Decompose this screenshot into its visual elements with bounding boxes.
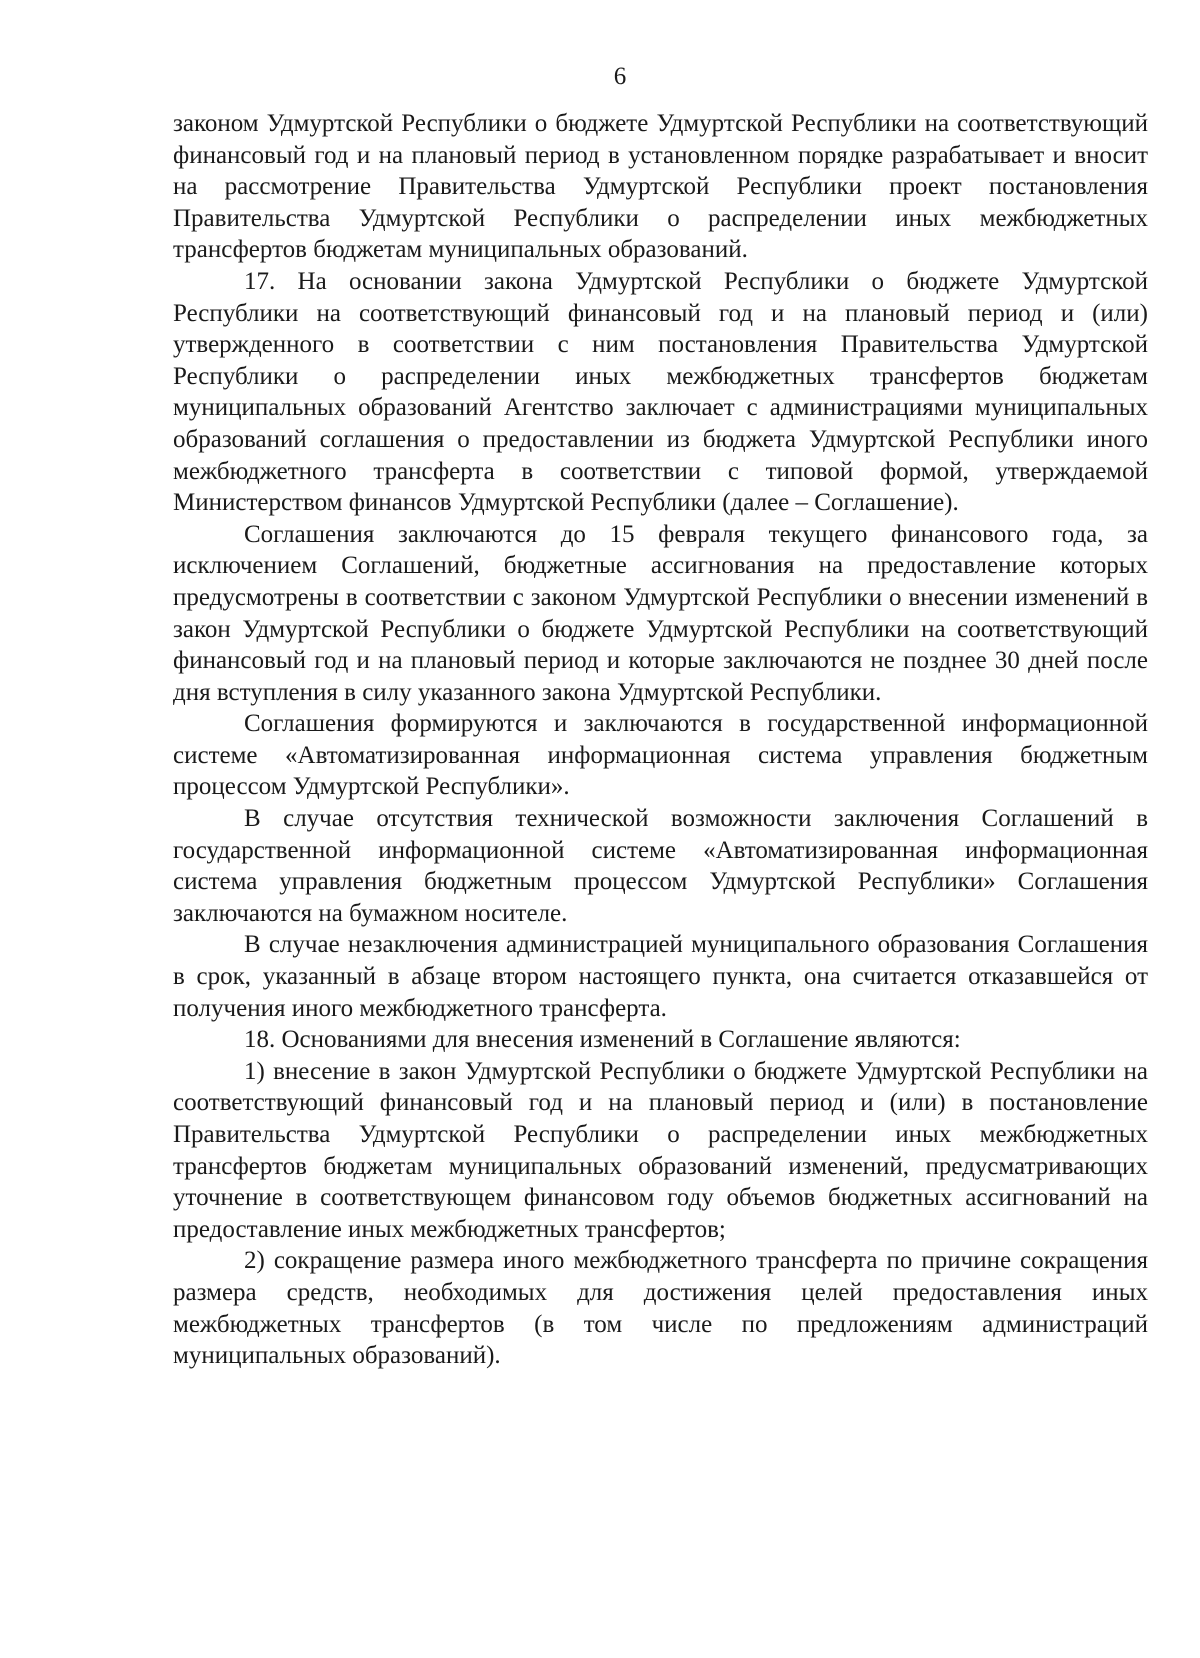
paragraph-continuation: законом Удмуртской Республики о бюджете Удмуртской Республики на соответствующий финансовый год и на плановый период в установленном порядке разрабатывает и вносит на рассмотрение Правительства Удмуртской Республики проект постановления Правительства Удмуртской Республики о распределении иных межбюджетных трансфертов бюджетам муниципальных образований. bbox=[173, 110, 1148, 264]
paragraph-item-18: 18. Основаниями для внесения изменений в Соглашение являются: bbox=[244, 1026, 961, 1054]
page-number: 6 bbox=[613, 63, 627, 90]
paragraph-subitem-2: 2) сокращение размера иного межбюджетного трансферта по причине сокращения размера средств, необходимых для достижения целей предоставления иных межбюджетных трансфертов (в том числе по предложениям администраций муниципальных образований). bbox=[173, 1247, 1148, 1370]
paragraph-agreement-deadline: Соглашения заключаются до 15 февраля текущего финансового года, за исключением Соглашений, бюджетные ассигнования на предоставление которых предусмотрены в соответствии с законом Удмуртской Республики о внесении изменений в закон Удмуртской Республики о бюджете Удмуртской Республики на соответствующий финансовый год и на плановый период и которые заключаются не позднее 30 дней после дня вступления в силу указанного закона Удмуртской Республики. bbox=[173, 520, 1148, 706]
paragraph-agreement-system: Соглашения формируются и заключаются в государственной информационной системе «Автоматизированная информационная система управления бюджетным процессом Удмуртской Республики». bbox=[173, 710, 1148, 801]
paragraph-paper-agreement: В случае отсутствия технической возможности заключения Соглашений в государственной информационной системе «Автоматизированная информационная система управления бюджетным процессом Удмуртской Республики» Соглашения заключаются на бумажном носителе. bbox=[173, 805, 1148, 927]
paragraph-refusal: В случае незаключения администрацией муниципального образования Соглашения в срок, указанный в абзаце втором настоящего пункта, она считается отказавшейся от получения иного межбюджетного трансферта. bbox=[173, 931, 1148, 1022]
document-body bbox=[173, 108, 1148, 1372]
paragraph-subitem-1: 1) внесение в закон Удмуртской Республики о бюджете Удмуртской Республики на соответствующий финансовый год и на плановый период и (или) в постановление Правительства Удмуртской Республики о распределении иных межбюджетных трансфертов бюджетам муниципальных образований изменений, предусматривающих уточнение в соответствующем финансовом году объемов бюджетных ассигнований на предоставление иных межбюджетных трансфертов; bbox=[173, 1057, 1148, 1243]
paragraph-item-17: 17. На основании закона Удмуртской Республики о бюджете Удмуртской Республики на соответствующий финансовый год и на плановый период и (или) утвержденного в соответствии с ним постановления Правительства Удмуртской Республики о распределении иных межбюджетных трансфертов бюджетам муниципальных образований Агентство заключает с администрациями муниципальных образований соглашения о предоставлении из бюджета Удмуртской Республики иного межбюджетного трансферта в соответствии с типовой формой, утверждаемой Министерством финансов Удмуртской Республики (далее – Соглашение). bbox=[173, 267, 1148, 517]
